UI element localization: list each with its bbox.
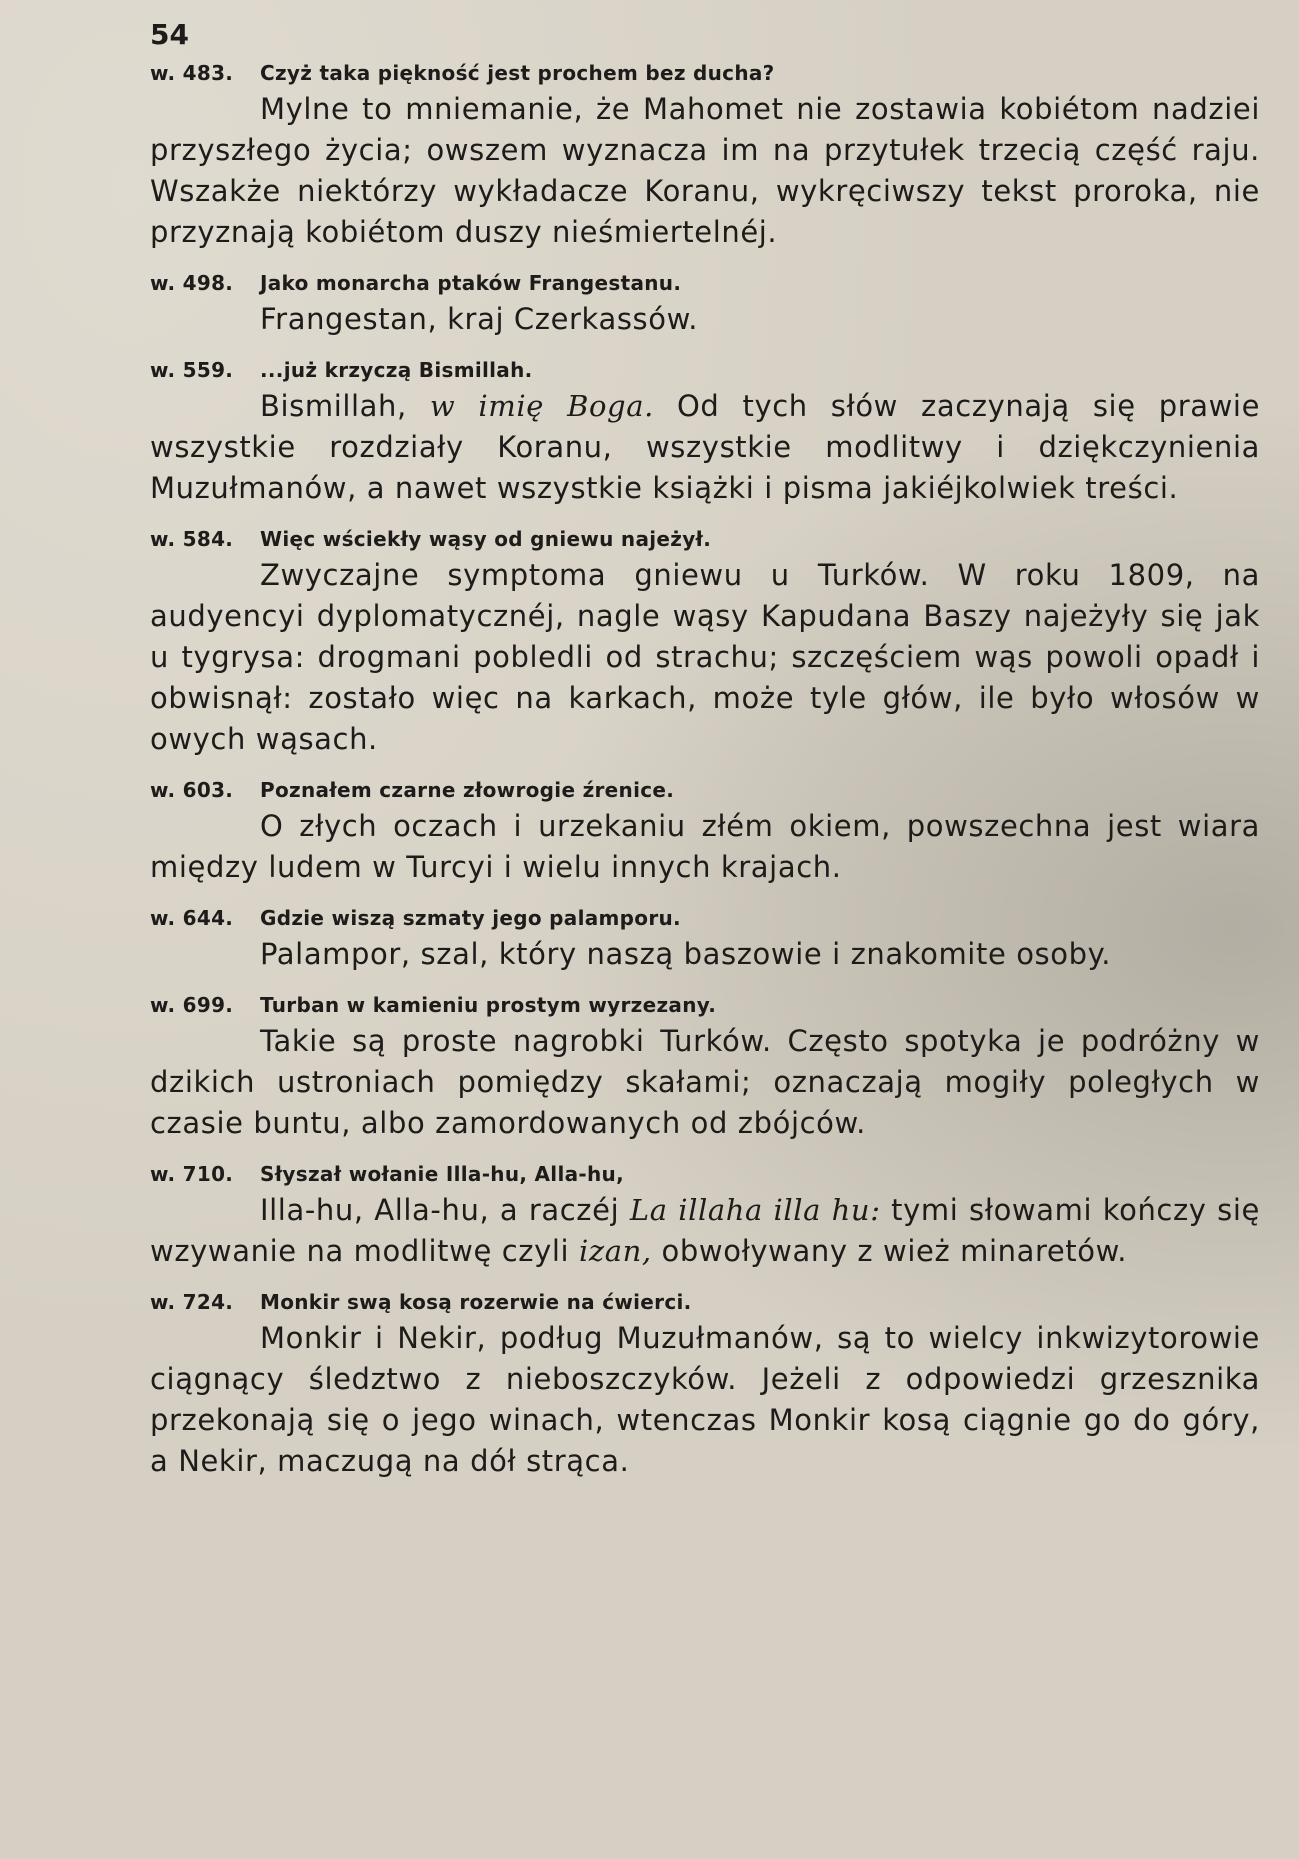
verse-citation [150,1162,1260,1186]
endnotes [150,61,1260,1482]
note-segment: Mylne to mniemanie, że Mahomet nie zostawia kobiétom nadziei przyszłego życia; owszem wyznacza im na przytułek trzecią część raju. Wszakże niektórzy wykładacze Koranu, wykręciwszy tekst proroka, nie przyznają kobiétom duszy nieśmiertelnéj. [150,92,1260,249]
quoted-line: Gdzie wiszą szmaty jego palamporu. [260,906,681,930]
note-text [150,89,1260,253]
note-segment: tymi słowami kończy się wzywanie na modlitwę czyli [150,1193,1260,1268]
note-text [150,934,1260,975]
endnote-entry [150,1290,1260,1482]
note-segment: Frangestan, kraj Czerkassów. [260,302,699,336]
note-segment: Takie są proste nagrobki Turków. Często spotyka je podróżny w dzikich ustroniach pomiędzy skałami; oznaczają mogiły poległych w czasie buntu, albo zamordowanych od zbójców. [150,1024,1260,1140]
quoted-line: Monkir swą kosą rozerwie na ćwierci. [260,1290,692,1314]
verse-number: w. 699. [150,993,234,1017]
verse-number: w. 724. [150,1290,234,1314]
verse-number: w. 584. [150,527,234,551]
verse-number: w. 483. [150,61,234,85]
verse-citation [150,906,1260,930]
book-page [150,18,1260,1500]
page-number: 54 [150,18,189,51]
note-segment: Palampor, szal, który naszą baszowie i znakomite osoby. [260,937,1112,971]
endnote-entry [150,1162,1260,1272]
verse-number: w. 498. [150,271,234,295]
note-segment: Illa-hu, Alla-hu, a raczéj [260,1193,630,1227]
note-text [150,1318,1260,1482]
quoted-line: Więc wściekły wąsy od gniewu najeżył. [260,527,712,551]
quoted-line: Turban w kamieniu prostym wyrzezany. [260,993,717,1017]
note-text [150,806,1260,888]
verse-citation [150,778,1260,802]
endnote-entry [150,271,1260,340]
note-text [150,555,1260,760]
note-segment: Zwyczajne symptoma gniewu u Turków. W roku 1809, na audyencyi dyplomatycznéj, nagle wąsy Kapudana Baszy najeżyły się jak u tygrysa: drogmani pobledli od strachu; szczęściem wąs powoli opadł i obwisnął: zostało więc na karkach, może tyle głów, ile było włosów w owych wąsach. [150,558,1260,756]
italic-phrase: La illaha illa hu: [629,1193,881,1227]
note-segment: O złych oczach i urzekaniu złém okiem, powszechna jest wiara między ludem w Turcyi i wielu innych krajach. [150,809,1260,884]
note-segment: Od tych słów zaczynają się prawie wszystkie rozdziały Koranu, wszystkie modlitwy i dziękczynienia Muzułmanów, a nawet wszystkie książki i pisma jakiéjkolwiek treści. [150,389,1261,505]
endnote-entry [150,778,1260,888]
quoted-line: Czyż taka piękność jest prochem bez ducha? [260,61,775,85]
note-text [150,386,1260,509]
italic-phrase: w imię Boga. [429,389,654,423]
verse-citation [150,61,1260,85]
endnote-entry [150,358,1260,509]
note-segment: Monkir i Nekir, podług Muzułmanów, są to wielcy inkwizytorowie ciągnący śledztwo z nieboszczyków. Jeżeli z odpowiedzi grzesznika przekonają się o jego winach, wtenczas Monkir kosą ciągnie go do góry, a Nekir, maczugą na dół strąca. [150,1321,1260,1478]
verse-number: w. 559. [150,358,234,382]
endnote-entry [150,993,1260,1144]
note-text [150,299,1260,340]
verse-number: w. 644. [150,906,234,930]
verse-number: w. 603. [150,778,234,802]
note-text [150,1021,1260,1144]
note-segment: obwoływany z wież minaretów. [651,1234,1128,1268]
quoted-line: Poznałem czarne złowrogie źrenice. [260,778,675,802]
quoted-line: Jako monarcha ptaków Frangestanu. [260,271,682,295]
endnote-entry [150,906,1260,975]
endnote-entry [150,61,1260,253]
note-segment: Bismillah, [260,389,430,423]
verse-citation [150,358,1260,382]
verse-citation [150,1290,1260,1314]
quoted-line: ...już krzyczą Bismillah. [260,358,533,382]
italic-phrase: izan, [578,1234,652,1268]
quoted-line: Słyszał wołanie Illa-hu, Alla-hu, [260,1162,624,1186]
verse-number: w. 710. [150,1162,234,1186]
verse-citation [150,527,1260,551]
verse-citation [150,271,1260,295]
endnote-entry [150,527,1260,760]
note-text [150,1190,1260,1272]
verse-citation [150,993,1260,1017]
